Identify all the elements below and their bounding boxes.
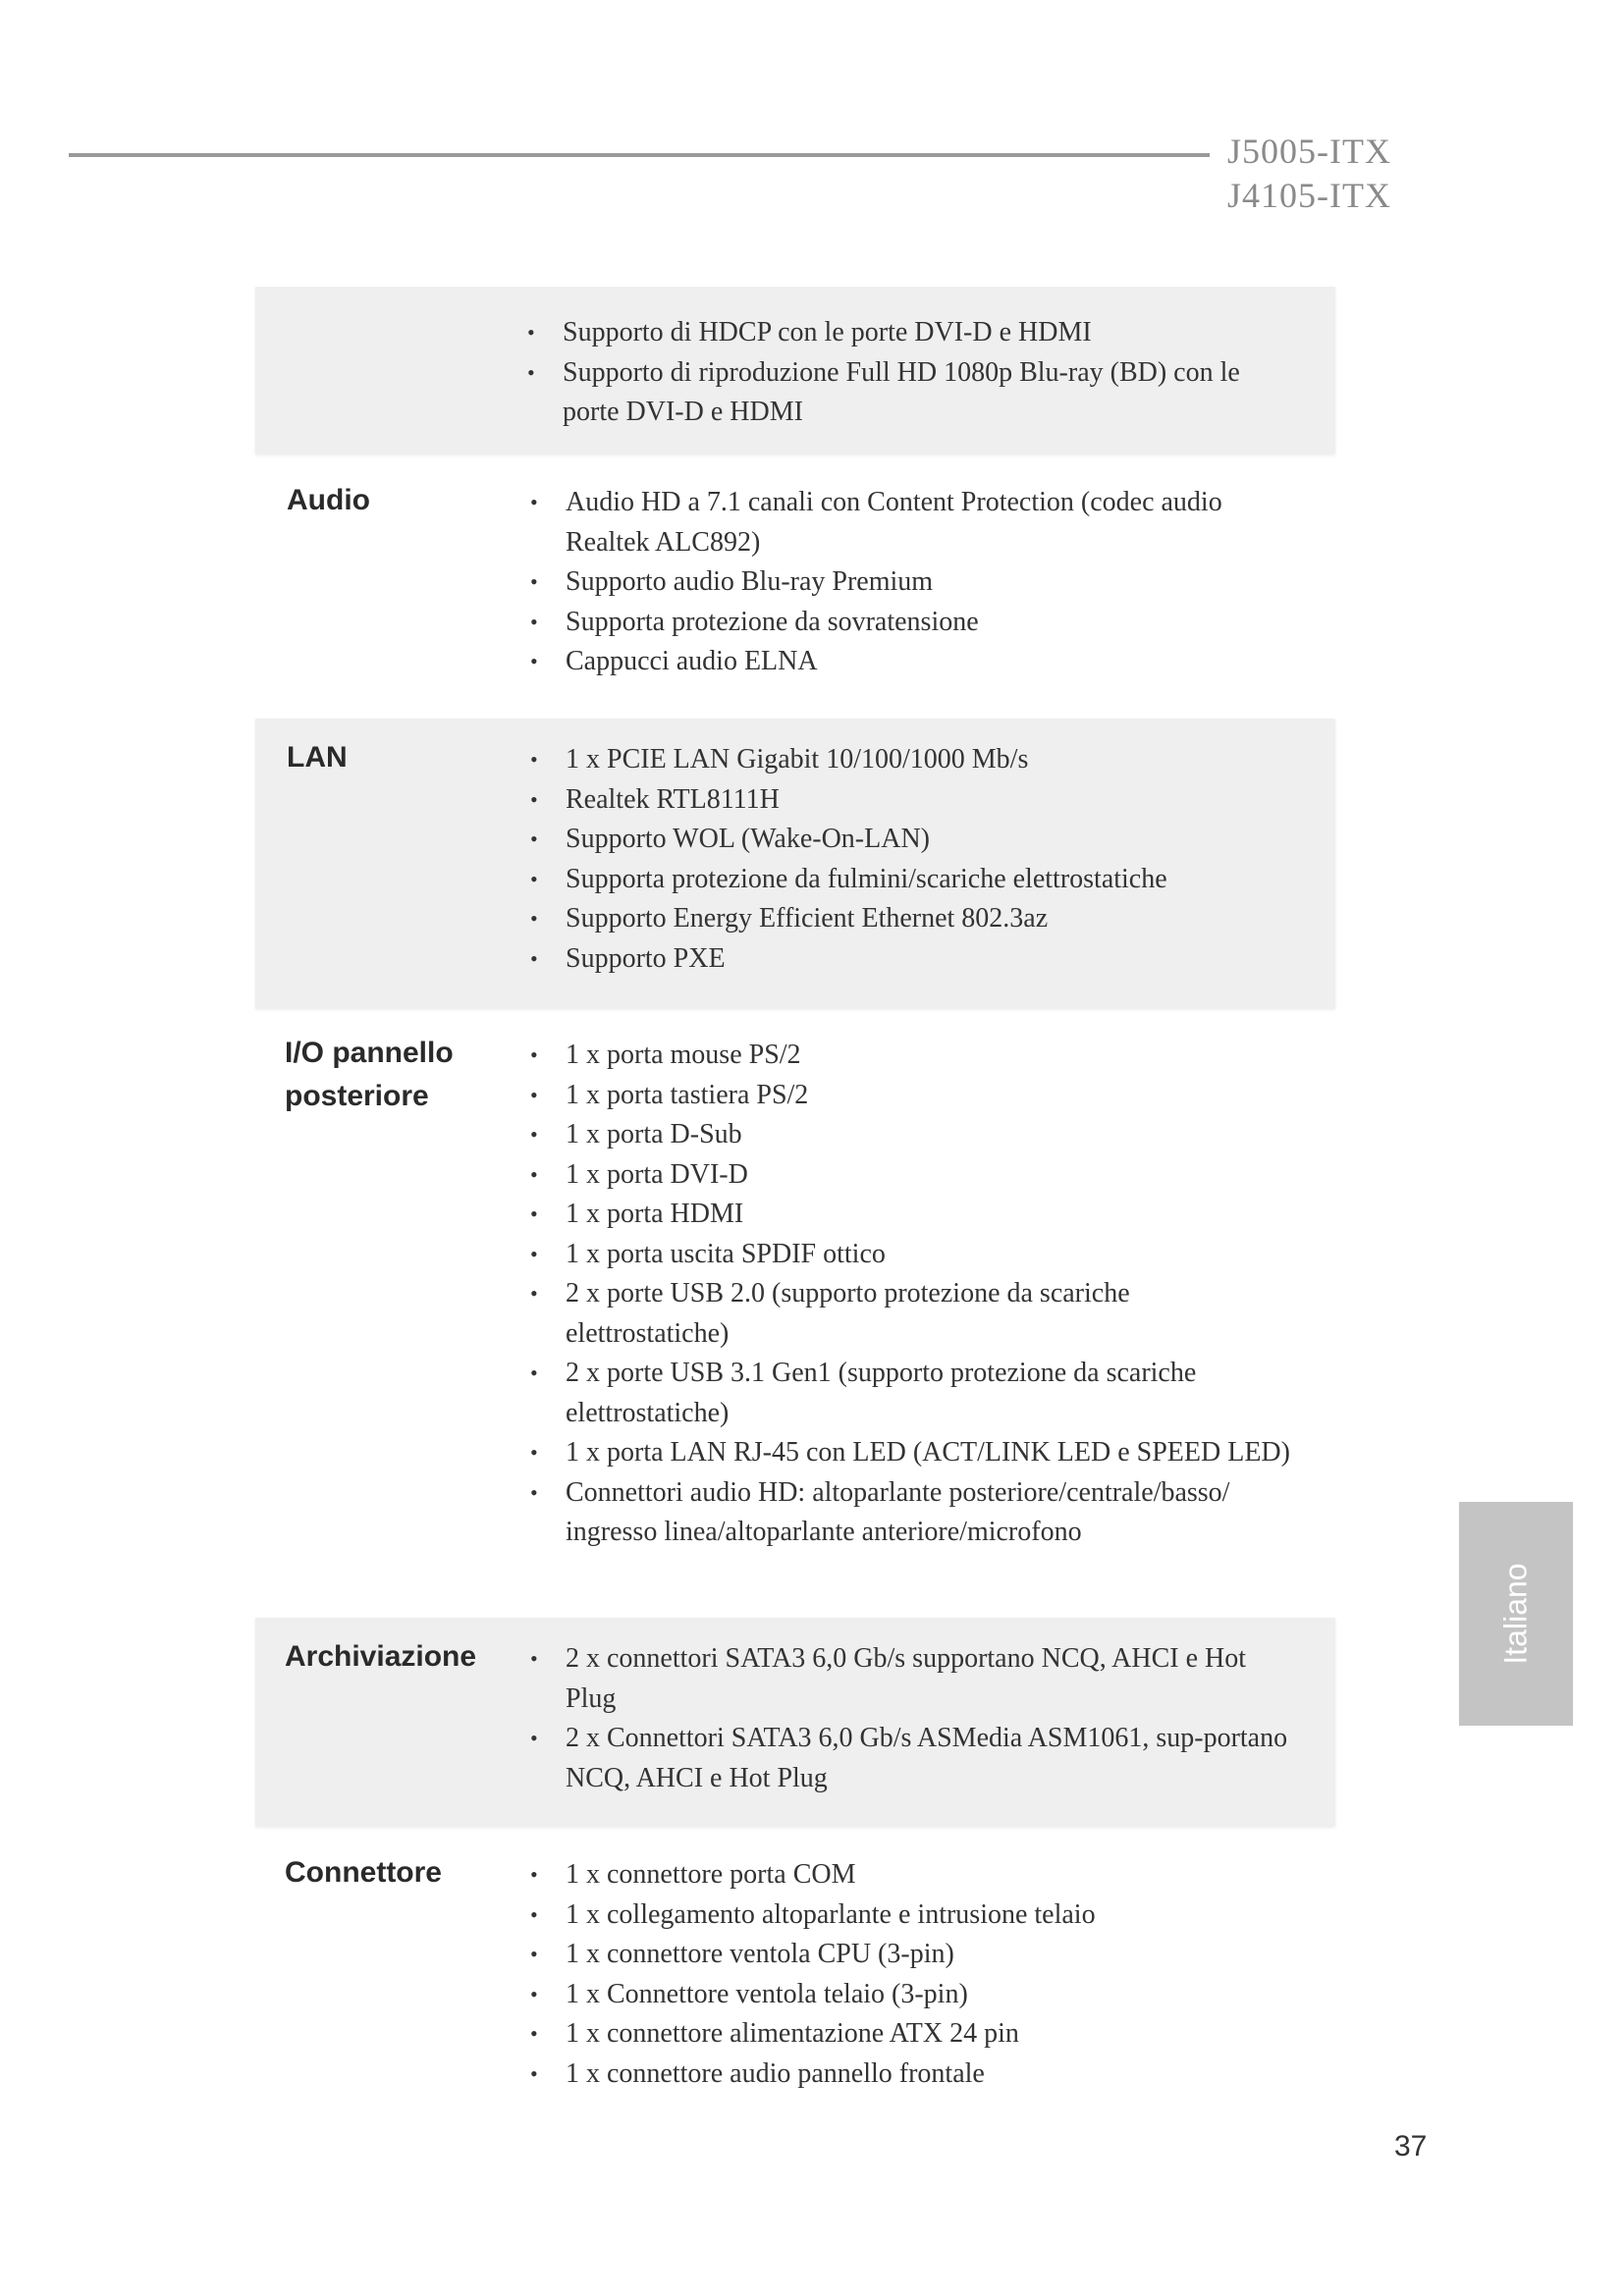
spec-row-storage bbox=[255, 1618, 1335, 1826]
list-item: • Realtek RTL8111H bbox=[528, 780, 1294, 821]
spec-label-storage: Archiviazione bbox=[285, 1640, 477, 1673]
list-item: • Supporto di HDCP con le porte DVI-D e HDMI bbox=[525, 313, 1291, 353]
list-item: • Supporta protezione da fulmini/scariche elettrostatiche bbox=[528, 860, 1294, 900]
spec-label-lan: LAN bbox=[287, 741, 348, 774]
spec-items-storage bbox=[528, 1639, 1294, 1798]
spec-items-lan bbox=[528, 740, 1294, 979]
spec-row-connector bbox=[255, 1834, 1335, 2099]
header-rule bbox=[69, 153, 1210, 157]
list-item: • Audio HD a 7.1 canali con Content Protection (codec audio Realtek ALC892) bbox=[528, 483, 1294, 562]
list-item: • 1 x porta LAN RJ-45 con LED (ACT/LINK LED e SPEED LED) bbox=[528, 1433, 1294, 1473]
spec-items-audio bbox=[528, 483, 1294, 682]
list-item: • 1 x collegamento altoparlante e intrusione telaio bbox=[528, 1896, 1294, 1936]
spec-row-rear-io bbox=[255, 1016, 1335, 1618]
spec-items bbox=[525, 313, 1291, 433]
list-item: • 1 x connettore ventola CPU (3-pin) bbox=[528, 1935, 1294, 1975]
list-item: • 2 x Connettori SATA3 6,0 Gb/s ASMedia ASM1061, sup-portano NCQ, AHCI e Hot Plug bbox=[528, 1719, 1294, 1798]
model-names bbox=[1227, 130, 1404, 218]
spec-label-audio: Audio bbox=[287, 484, 370, 516]
language-tab bbox=[1459, 1502, 1573, 1726]
list-item: • 1 x porta mouse PS/2 bbox=[528, 1036, 1294, 1076]
list-item: • Supporto PXE bbox=[528, 939, 1294, 980]
spec-label-connector: Connettore bbox=[285, 1856, 442, 1889]
list-item: • Supporta protezione da sovratensione bbox=[528, 603, 1294, 643]
list-item: • 2 x porte USB 2.0 (supporto protezione da scariche elettrostatiche) bbox=[528, 1274, 1294, 1354]
list-item: • 2 x porte USB 3.1 Gen1 (supporto protezione da scariche elettrostatiche) bbox=[528, 1354, 1294, 1433]
list-item: • 1 x Connettore ventola telaio (3-pin) bbox=[528, 1975, 1294, 2015]
list-item: • Connettori audio HD: altoparlante posteriore/centrale/basso/ ingresso linea/altoparlante anteriore/microfono bbox=[528, 1473, 1294, 1553]
spec-row-audio bbox=[255, 461, 1335, 719]
list-item: • 1 x PCIE LAN Gigabit 10/100/1000 Mb/s bbox=[528, 740, 1294, 780]
list-item: • 1 x porta uscita SPDIF ottico bbox=[528, 1235, 1294, 1275]
spec-items-connector bbox=[528, 1855, 1294, 2094]
page-number: 37 bbox=[1394, 2130, 1428, 2163]
list-item: • 1 x porta DVI-D bbox=[528, 1155, 1294, 1196]
spec-items-rear-io bbox=[528, 1036, 1294, 1553]
list-item: • 2 x connettori SATA3 6,0 Gb/s supportano NCQ, AHCI e Hot Plug bbox=[528, 1639, 1294, 1719]
list-item: • 1 x porta tastiera PS/2 bbox=[528, 1076, 1294, 1116]
list-item: • Cappucci audio ELNA bbox=[528, 642, 1294, 682]
list-item: • 1 x connettore porta COM bbox=[528, 1855, 1294, 1896]
spec-table bbox=[255, 287, 1335, 2099]
spec-row-graphics-cont bbox=[255, 287, 1335, 454]
list-item: • Supporto di riproduzione Full HD 1080p Blu-ray (BD) con le porte DVI-D e HDMI bbox=[525, 353, 1291, 433]
language-tab-label: Italiano bbox=[1497, 1563, 1534, 1665]
spec-label-rear-io: I/O pannello posteriore bbox=[285, 1037, 454, 1112]
model-name-1: J5005-ITX bbox=[1227, 132, 1391, 171]
list-item: • Supporto Energy Efficient Ethernet 802.3az bbox=[528, 899, 1294, 939]
list-item: • 1 x porta HDMI bbox=[528, 1195, 1294, 1235]
model-name-2: J4105-ITX bbox=[1227, 176, 1391, 215]
list-item: • Supporto WOL (Wake-On-LAN) bbox=[528, 820, 1294, 860]
list-item: • 1 x connettore audio pannello frontale bbox=[528, 2055, 1294, 2095]
spec-row-lan bbox=[255, 719, 1335, 1008]
list-item: • 1 x porta D-Sub bbox=[528, 1115, 1294, 1155]
list-item: • 1 x connettore alimentazione ATX 24 pin bbox=[528, 2014, 1294, 2055]
list-item: • Supporto audio Blu-ray Premium bbox=[528, 562, 1294, 603]
